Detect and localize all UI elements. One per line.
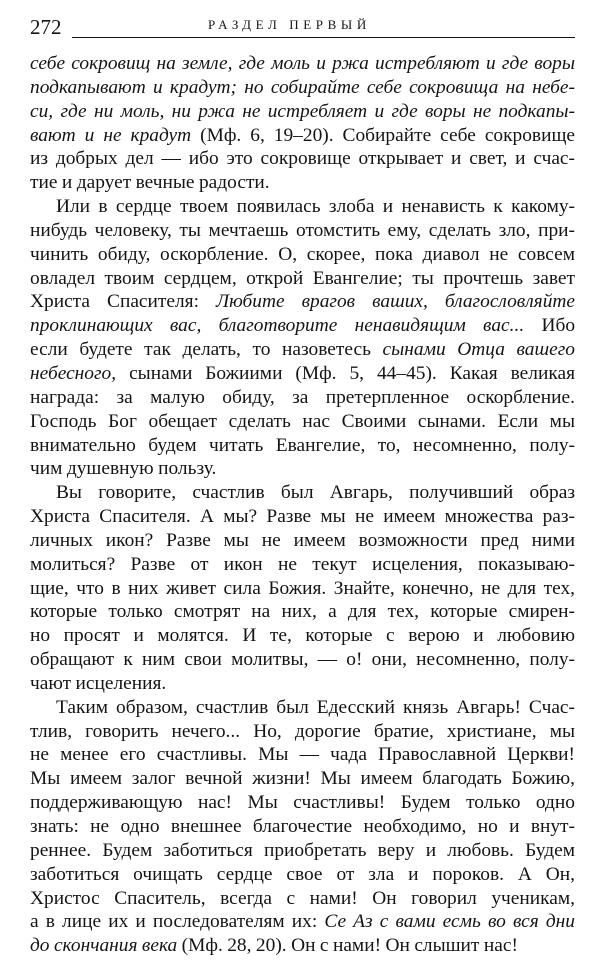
text-segment: поддерживающую нас! Мы счастливы! Будем только одно — [30, 792, 575, 814]
text-segment: чинить обиду, оскорбление. О, скорее, пока диавол не совсем — [30, 243, 575, 265]
text-line — [30, 362, 575, 386]
text-line — [30, 481, 575, 505]
text-segment: Таким образом, счастлив был Едесский князь Авгарь! Счас- — [56, 696, 575, 718]
text-segment: награда: за малую обиду, за претерпленное оскорбление. — [30, 386, 575, 408]
text-segment: Или в сердце твоем появилась злоба и ненависть к какому- — [56, 196, 575, 218]
body-text — [30, 52, 575, 958]
text-line — [30, 696, 575, 720]
italic-quote-segment: проклинающих вас, благотворите ненавидящим вас... — [30, 315, 525, 337]
text-segment: которые только смотрят на них, а для тех, которые смирен- — [30, 601, 575, 623]
italic-quote-segment: небесного, — [30, 362, 117, 384]
text-segment: тие и дарует вечные радости. — [30, 172, 270, 194]
text-segment: овладел твоим сердцем, открой Евангелие; ты прочтешь завет — [30, 267, 575, 289]
text-line — [30, 624, 575, 648]
text-segment: молиться? Разве от икон не текут исцеления, показываю- — [30, 553, 575, 575]
paragraph — [30, 52, 575, 195]
text-segment: Христа Спасителя: — [30, 291, 216, 313]
text-segment: чим душевную пользу. — [30, 458, 217, 480]
running-header — [30, 14, 575, 42]
italic-quote-segment: си, где ни моль, ни ржа не истребляет и где воры не подкапы- — [30, 100, 575, 122]
section-title: РАЗДЕЛ ПЕРВЫЙ — [208, 17, 371, 32]
text-segment: (Мф. 6, 19–20). Собирайте себе сокровище — [191, 124, 575, 146]
text-segment: обращают к ним свои молитвы, — о! они, несомненно, полу- — [30, 649, 575, 671]
italic-quote-segment: сынами Отца вашего — [382, 339, 575, 361]
text-segment: (Мф. 28, 20). Он с нами! Он слышит нас! — [177, 935, 518, 957]
text-line — [30, 243, 575, 267]
text-segment: из добрых дел — ибо это сокровище открывает и свет, и счас- — [30, 148, 575, 170]
text-line — [30, 434, 575, 458]
text-segment: знать: не одно внешнее благочестие необходимо, но и внут- — [30, 816, 575, 837]
italic-quote-segment: Любите врагов ваших, благословляйте — [216, 291, 575, 313]
text-segment: Ибо — [524, 315, 575, 337]
text-segment: щие, что в них живет сила Божия. Знайте, конечно, не для тех, — [30, 577, 575, 599]
text-segment: а в лице их и последователям их: — [30, 911, 325, 933]
text-line — [30, 386, 575, 410]
text-line — [30, 290, 575, 314]
text-line — [30, 100, 575, 124]
text-segment: если будете так делать, то назоветесь — [30, 339, 383, 361]
text-line — [30, 648, 575, 672]
text-segment: Христа Спасителя. А мы? Разве мы не имеем множества раз- — [30, 506, 575, 528]
text-segment: не менее его счастливы. Мы — чада Православной Церкви! — [30, 744, 575, 766]
text-line — [30, 314, 575, 338]
page-number: 272 — [30, 15, 62, 39]
text-segment: Вы говорите, счастлив был Авгарь, получивший образ — [56, 482, 575, 504]
text-line — [30, 720, 575, 744]
text-segment: сынами Божиими (Мф. 5, 44–45). Какая великая — [116, 362, 575, 384]
text-line — [30, 910, 575, 934]
text-segment: но просят и молятся. И те, которые с верою и любовию — [30, 625, 575, 647]
text-line — [30, 791, 575, 815]
text-line — [30, 600, 575, 624]
text-segment: Христос Спаситель, всегда с нами! Он говорил ученикам, — [30, 887, 575, 909]
text-segment: нибудь человеку, ты мечтаешь отомстить ему, сделать зло, при- — [30, 219, 575, 241]
italic-quote-segment: вают и не крадут — [30, 124, 192, 146]
text-line — [30, 815, 575, 839]
text-line — [30, 410, 575, 434]
text-segment: внимательно будем читать Евангелие, то, несомненно, полу- — [30, 434, 575, 456]
text-line — [30, 577, 575, 601]
paragraph — [30, 696, 575, 958]
text-line — [30, 863, 575, 887]
text-line — [30, 76, 575, 100]
paragraph — [30, 195, 575, 481]
text-line — [30, 743, 575, 767]
italic-quote-segment: себе сокровищ на земле, где моль и ржа истребляют и где воры — [30, 53, 575, 74]
text-line — [30, 52, 575, 76]
text-line — [30, 767, 575, 791]
text-line — [30, 529, 575, 553]
text-line — [30, 195, 575, 219]
text-segment: заботиться очищать сердце свое от зла и пороков. А Он, — [30, 863, 575, 885]
header-rule — [72, 37, 575, 38]
text-line — [30, 147, 575, 171]
text-line — [30, 338, 575, 362]
text-line — [30, 124, 575, 148]
text-line — [30, 457, 575, 481]
text-line — [30, 934, 575, 958]
text-line — [30, 672, 575, 696]
italic-quote-segment: до скончания века — [30, 935, 178, 957]
text-line — [30, 553, 575, 577]
text-line — [30, 505, 575, 529]
italic-quote-segment: Се Аз с вами есмь во вся дни — [324, 911, 575, 933]
text-line — [30, 887, 575, 911]
text-segment: чают исцеления. — [30, 672, 167, 694]
text-segment: тлив, говорить нечего... Но, дорогие братие, христиане, мы — [30, 720, 575, 742]
text-segment: Господь Бог обещает сделать нас Своими сынами. Если мы — [30, 410, 575, 432]
text-segment: реннее. Будем заботиться приобретать веру и любовь. Будем — [30, 839, 575, 861]
italic-quote-segment: подкапывают и крадут; но собирайте себе сокровища на небе- — [30, 76, 575, 98]
text-line — [30, 839, 575, 863]
text-line — [30, 171, 575, 195]
text-line — [30, 267, 575, 291]
text-line — [30, 219, 575, 243]
book-page — [30, 14, 575, 958]
text-segment: личных икон? Разве мы не имеем возможности пред ними — [30, 529, 575, 551]
text-segment: Мы имеем залог вечной жизни! Мы имеем благодать Божию, — [30, 768, 575, 790]
paragraph — [30, 481, 575, 696]
